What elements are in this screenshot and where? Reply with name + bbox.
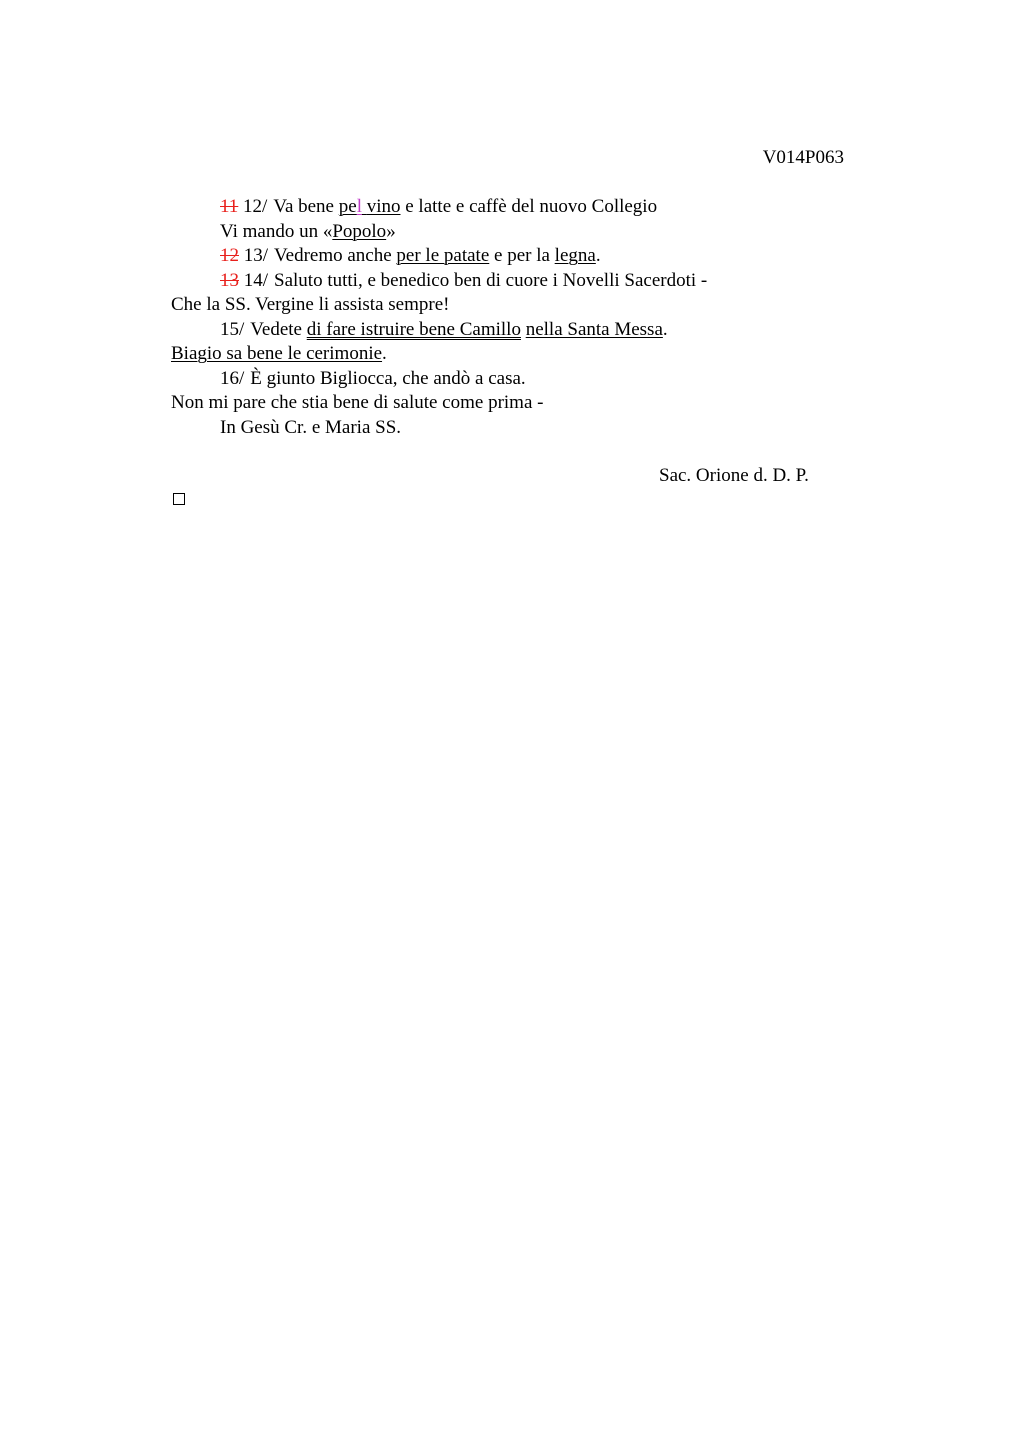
text-segment: È giunto Bigliocca, che andò a casa. <box>250 367 526 389</box>
line-salute <box>171 391 871 416</box>
line-16 <box>171 367 871 392</box>
line-closing <box>171 416 871 441</box>
text-segment: . <box>595 245 601 266</box>
item-number: 13/ <box>243 245 269 266</box>
underlined-phrase: Biagio sa bene le cerimonie <box>171 343 383 364</box>
letter-body <box>171 195 871 440</box>
deleted-number: 11 <box>220 196 239 217</box>
item-number: 14/ <box>243 269 269 291</box>
page-reference: V014P063 <box>762 147 844 168</box>
underlined-phrase: per le patate <box>396 245 490 266</box>
text-segment: Che la SS. Vergine li assista sempre! <box>171 294 450 315</box>
text-segment: pe <box>338 196 357 217</box>
item-number: 12/ <box>243 196 268 217</box>
text-segment: vino <box>366 196 401 217</box>
line-15 <box>171 318 871 343</box>
signature: Sac. Orione d. D. P. <box>659 465 809 486</box>
deleted-number: 12 <box>220 245 239 266</box>
text-segment: Saluto tutti, e benedico ben di cuore i Novelli Sacerdoti - <box>274 269 708 291</box>
underlined-phrase: nella Santa Messa <box>525 318 663 340</box>
underlined-word: legna <box>554 245 596 266</box>
text-segment: . <box>382 343 387 364</box>
line-12 <box>171 195 871 220</box>
underlined-word: Popolo <box>332 220 387 242</box>
text-segment: » <box>386 220 396 242</box>
text-segment: Non mi pare che stia bene di salute come prima - <box>171 392 544 413</box>
text-segment: In Gesù Cr. e Maria SS. <box>220 416 402 438</box>
text-segment: Vedete <box>250 318 307 340</box>
inserted-letter: l <box>356 196 362 217</box>
text-segment: Vedremo anche <box>274 245 397 266</box>
underlined-word <box>339 196 401 217</box>
item-number: 15/ <box>220 318 245 340</box>
line-popolo <box>171 220 871 245</box>
line-biagio <box>171 342 871 367</box>
item-number: 16/ <box>220 367 245 389</box>
text-segment: Vi mando un « <box>220 220 333 242</box>
text-segment: . <box>662 318 668 340</box>
line-13 <box>171 244 871 269</box>
line-vergine <box>171 293 871 318</box>
end-of-document-box-icon <box>173 493 185 505</box>
deleted-number: 13 <box>220 269 239 291</box>
text-segment: Va bene <box>273 196 339 217</box>
line-14 <box>171 269 871 294</box>
text-segment: e per la <box>489 245 555 266</box>
text-segment: e latte e caffè del nuovo Collegio <box>400 196 658 217</box>
double-underlined-phrase: di fare istruire bene Camillo <box>306 318 521 340</box>
